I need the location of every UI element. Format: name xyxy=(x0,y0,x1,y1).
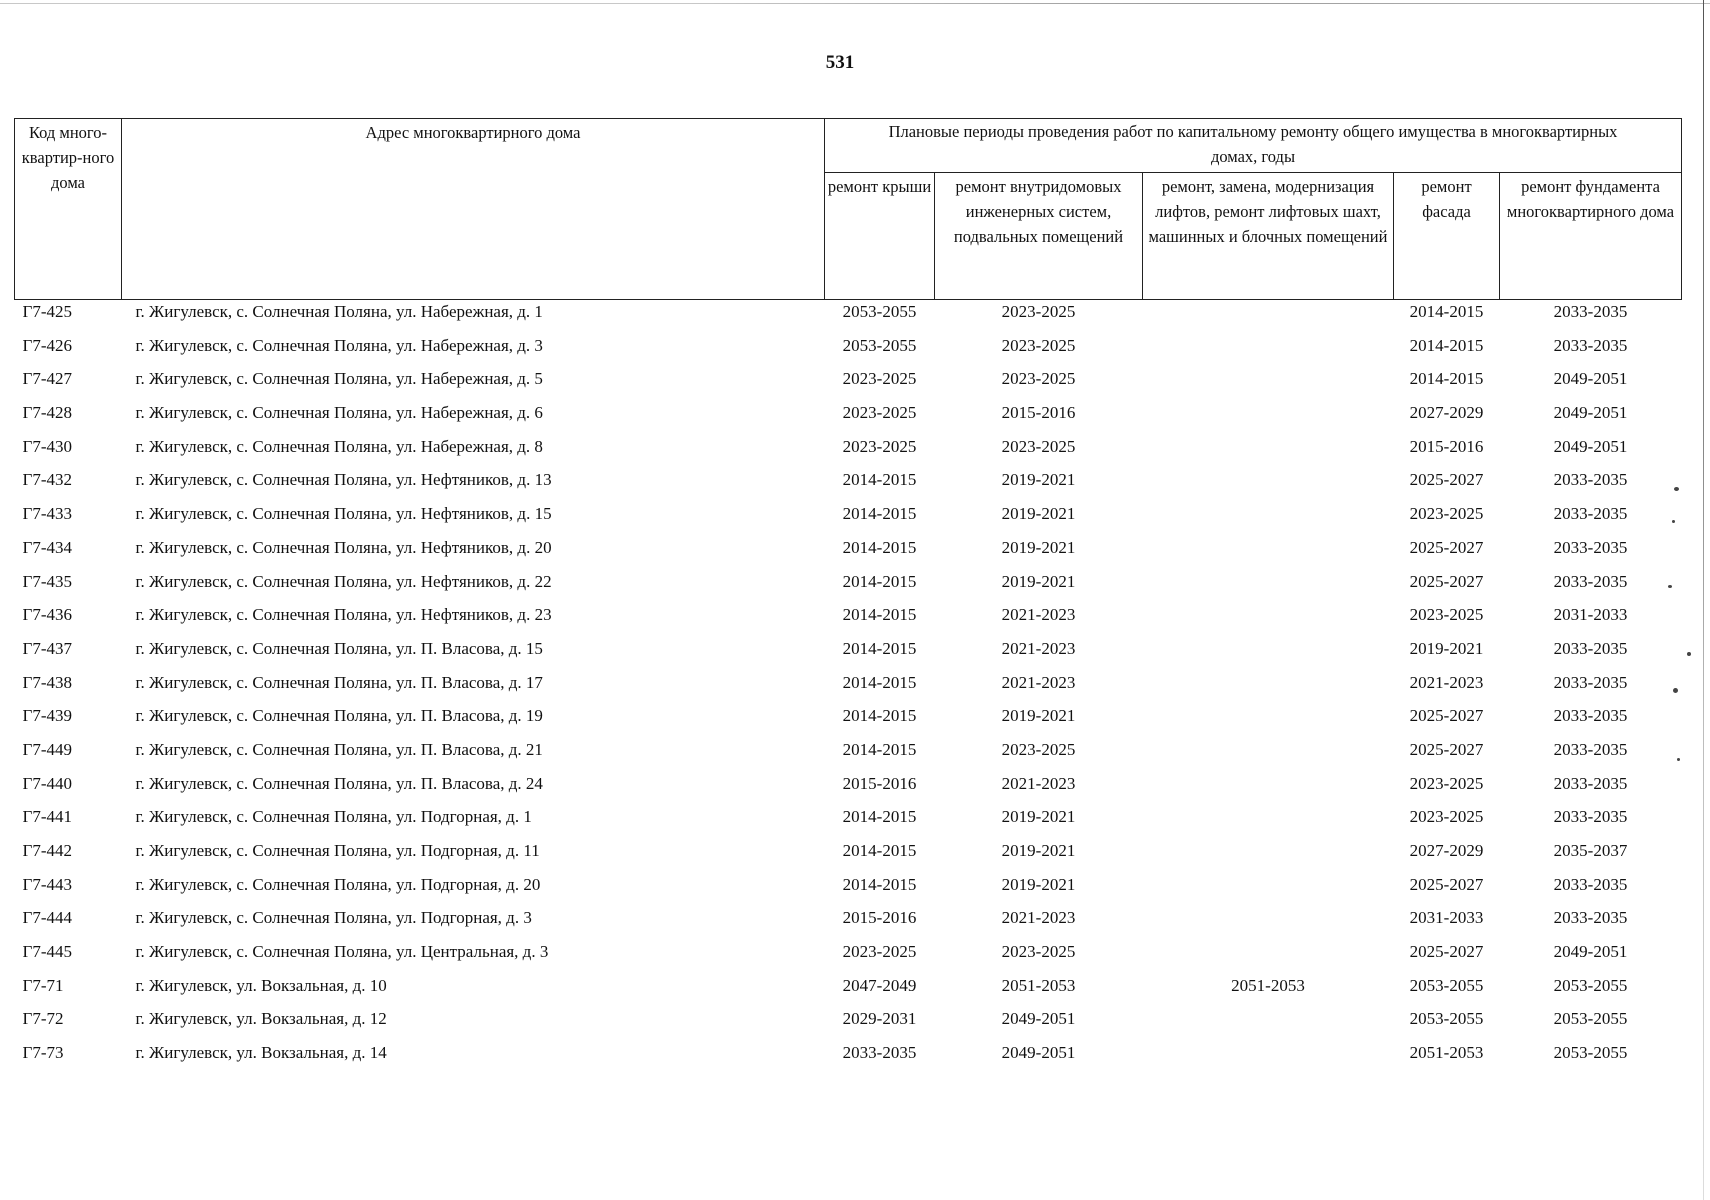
cell-address: г. Жигулевск, с. Солнечная Поляна, ул. Набережная, д. 1 xyxy=(135,302,543,321)
cell-address: г. Жигулевск, с. Солнечная Поляна, ул. Нефтяников, д. 22 xyxy=(135,571,552,591)
cell-roof: 2023-2025 xyxy=(842,436,917,456)
cell-foundation: 2033-2035 xyxy=(1553,807,1628,827)
cell-engineering: 2023-2025 xyxy=(1001,335,1076,355)
cell-facade: 2025-2027 xyxy=(1409,739,1484,759)
cell-elevators xyxy=(1143,906,1394,940)
cell-engineering: 2019-2021 xyxy=(1001,874,1076,894)
cell-address: г. Жигулевск, с. Солнечная Поляна, ул. П. Власова, д. 15 xyxy=(135,638,543,658)
cell-foundation: 2033-2035 xyxy=(1553,739,1628,759)
cell-address: г. Жигулевск, с. Солнечная Поляна, ул. Нефтяников, д. 20 xyxy=(135,537,552,557)
cell-foundation: 2033-2035 xyxy=(1553,706,1628,726)
cell-address: г. Жигулевск, с. Солнечная Поляна, ул. Набережная, д. 5 xyxy=(135,369,543,389)
cell-foundation: 2053-2055 xyxy=(1553,1009,1628,1029)
cell-roof: 2023-2025 xyxy=(842,369,917,389)
header-code: Код много-квартир-ного дома xyxy=(15,119,122,300)
cell-facade: 2014-2015 xyxy=(1409,369,1484,389)
cell-foundation: 2035-2037 xyxy=(1553,841,1628,860)
cell-roof: 2029-2031 xyxy=(842,1009,917,1029)
cell-roof: 2014-2015 xyxy=(842,739,917,759)
cell-engineering: 2051-2053 xyxy=(1001,975,1076,995)
cell-facade: 2019-2021 xyxy=(1409,638,1484,658)
table-row xyxy=(15,704,1682,738)
cell-address: г. Жигулевск, с. Солнечная Поляна, ул. Нефтяников, д. 13 xyxy=(135,470,552,490)
cell-code: Г7-436 xyxy=(22,605,72,625)
cell-facade: 2053-2055 xyxy=(1409,975,1484,995)
cell-elevators xyxy=(1143,805,1394,839)
cell-roof: 2014-2015 xyxy=(842,537,917,557)
cell-engineering: 2019-2021 xyxy=(1001,841,1076,860)
table-row xyxy=(15,772,1682,806)
cell-engineering: 2019-2021 xyxy=(1001,537,1076,557)
scan-speck xyxy=(1672,520,1675,523)
table-row xyxy=(15,906,1682,940)
cell-foundation: 2033-2035 xyxy=(1553,773,1628,793)
cell-elevators xyxy=(1143,300,1394,334)
cell-code: Г7-438 xyxy=(22,672,72,692)
header-engineering: ремонт внутридомовых инженерных систем, подвальных помещений xyxy=(935,173,1143,300)
cell-roof: 2053-2055 xyxy=(842,302,917,321)
cell-facade: 2025-2027 xyxy=(1409,537,1484,557)
cell-engineering: 2023-2025 xyxy=(1001,302,1076,321)
cell-address: г. Жигулевск, с. Солнечная Поляна, ул. Нефтяников, д. 23 xyxy=(135,605,552,625)
cell-facade: 2025-2027 xyxy=(1409,874,1484,894)
table-body xyxy=(15,300,1682,1075)
cell-engineering: 2021-2023 xyxy=(1001,638,1076,658)
scan-speck xyxy=(1673,688,1678,693)
cell-elevators xyxy=(1143,671,1394,705)
cell-roof: 2014-2015 xyxy=(842,638,917,658)
table-row xyxy=(15,738,1682,772)
table-row xyxy=(15,502,1682,536)
cell-code: Г7-427 xyxy=(22,369,72,389)
cell-address: г. Жигулевск, ул. Вокзальная, д. 12 xyxy=(135,1009,387,1029)
cell-engineering: 2021-2023 xyxy=(1001,908,1076,928)
cell-roof: 2053-2055 xyxy=(842,335,917,355)
cell-facade: 2051-2053 xyxy=(1409,1043,1484,1063)
table-row xyxy=(15,603,1682,637)
cell-facade: 2023-2025 xyxy=(1409,773,1484,793)
cell-roof: 2023-2025 xyxy=(842,403,917,423)
header-facade: ремонт фасада xyxy=(1394,173,1500,300)
cell-foundation: 2033-2035 xyxy=(1553,638,1628,658)
cell-facade: 2027-2029 xyxy=(1409,841,1484,860)
table-row xyxy=(15,1041,1682,1075)
cell-foundation: 2033-2035 xyxy=(1553,908,1628,928)
cell-code: Г7-437 xyxy=(22,638,72,658)
cell-foundation: 2033-2035 xyxy=(1553,302,1628,321)
cell-foundation: 2049-2051 xyxy=(1553,403,1628,423)
scan-speck xyxy=(1674,487,1679,491)
table-row xyxy=(15,401,1682,435)
cell-address: г. Жигулевск, с. Солнечная Поляна, ул. Подгорная, д. 3 xyxy=(135,908,532,928)
cell-code: Г7-435 xyxy=(22,571,72,591)
cell-code: Г7-434 xyxy=(22,537,72,557)
cell-code: Г7-428 xyxy=(22,403,72,423)
table-row xyxy=(15,1007,1682,1041)
table-row xyxy=(15,570,1682,604)
cell-foundation: 2053-2055 xyxy=(1553,975,1628,995)
cell-facade: 2014-2015 xyxy=(1409,335,1484,355)
cell-roof: 2014-2015 xyxy=(842,874,917,894)
cell-foundation: 2049-2051 xyxy=(1553,369,1628,389)
scan-edge-top xyxy=(0,3,1710,4)
cell-code: Г7-71 xyxy=(22,975,64,995)
cell-address: г. Жигулевск, ул. Вокзальная, д. 10 xyxy=(135,975,387,995)
cell-address: г. Жигулевск, с. Солнечная Поляна, ул. Центральная, д. 3 xyxy=(135,942,549,962)
cell-roof: 2033-2035 xyxy=(842,1043,917,1063)
cell-engineering: 2023-2025 xyxy=(1001,436,1076,456)
cell-facade: 2021-2023 xyxy=(1409,672,1484,692)
table-row xyxy=(15,367,1682,401)
table-row xyxy=(15,334,1682,368)
cell-code: Г7-439 xyxy=(22,706,72,726)
header-address: Адрес многоквартирного дома xyxy=(122,119,825,300)
cell-foundation: 2033-2035 xyxy=(1553,470,1628,490)
cell-code: Г7-432 xyxy=(22,470,72,490)
cell-code: Г7-440 xyxy=(22,773,72,793)
cell-engineering: 2023-2025 xyxy=(1001,369,1076,389)
cell-roof: 2014-2015 xyxy=(842,841,917,860)
table-row xyxy=(15,300,1682,334)
cell-code: Г7-444 xyxy=(22,908,72,928)
scan-speck xyxy=(1677,758,1680,761)
cell-roof: 2014-2015 xyxy=(842,807,917,827)
cell-roof: 2014-2015 xyxy=(842,605,917,625)
cell-elevators xyxy=(1143,839,1394,873)
header-roof: ремонт крыши xyxy=(825,173,935,300)
cell-foundation: 2033-2035 xyxy=(1553,504,1628,524)
cell-engineering: 2049-2051 xyxy=(1001,1043,1076,1063)
cell-foundation: 2033-2035 xyxy=(1553,672,1628,692)
cell-engineering: 2021-2023 xyxy=(1001,773,1076,793)
repair-schedule-table xyxy=(14,118,1682,1075)
cell-foundation: 2031-2033 xyxy=(1553,605,1628,625)
cell-engineering: 2023-2025 xyxy=(1001,739,1076,759)
cell-address: г. Жигулевск, с. Солнечная Поляна, ул. П. Власова, д. 19 xyxy=(135,706,543,726)
cell-facade: 2025-2027 xyxy=(1409,942,1484,962)
cell-address: г. Жигулевск, с. Солнечная Поляна, ул. Подгорная, д. 20 xyxy=(135,874,541,894)
cell-foundation: 2033-2035 xyxy=(1553,537,1628,557)
cell-code: Г7-449 xyxy=(22,739,72,759)
cell-elevators xyxy=(1143,435,1394,469)
cell-engineering: 2019-2021 xyxy=(1001,706,1076,726)
table-row xyxy=(15,873,1682,907)
cell-facade: 2025-2027 xyxy=(1409,470,1484,490)
cell-engineering: 2019-2021 xyxy=(1001,470,1076,490)
cell-facade: 2025-2027 xyxy=(1409,706,1484,726)
cell-elevators xyxy=(1143,873,1394,907)
cell-elevators xyxy=(1143,570,1394,604)
cell-address: г. Жигулевск, ул. Вокзальная, д. 14 xyxy=(135,1043,387,1063)
page-number: 531 xyxy=(825,52,855,73)
table-row xyxy=(15,468,1682,502)
cell-engineering: 2019-2021 xyxy=(1001,807,1076,827)
cell-roof: 2014-2015 xyxy=(842,571,917,591)
table-row xyxy=(15,839,1682,873)
cell-code: Г7-441 xyxy=(22,807,72,827)
cell-elevators xyxy=(1143,401,1394,435)
cell-elevators xyxy=(1143,704,1394,738)
cell-code: Г7-442 xyxy=(22,841,72,860)
cell-engineering: 2019-2021 xyxy=(1001,571,1076,591)
cell-facade: 2023-2025 xyxy=(1409,605,1484,625)
cell-code: Г7-73 xyxy=(22,1043,64,1063)
cell-engineering: 2019-2021 xyxy=(1001,504,1076,524)
cell-code: Г7-426 xyxy=(22,335,72,355)
cell-engineering: 2015-2016 xyxy=(1001,403,1076,423)
cell-code: Г7-443 xyxy=(22,874,72,894)
cell-roof: 2014-2015 xyxy=(842,504,917,524)
cell-code: Г7-445 xyxy=(22,942,72,962)
cell-code: Г7-425 xyxy=(22,302,72,321)
table-row xyxy=(15,637,1682,671)
scan-speck xyxy=(1668,585,1672,588)
cell-roof: 2014-2015 xyxy=(842,672,917,692)
cell-code: Г7-430 xyxy=(22,436,72,456)
cell-code: Г7-72 xyxy=(22,1009,64,1029)
cell-facade: 2023-2025 xyxy=(1409,807,1484,827)
table-row xyxy=(15,940,1682,974)
cell-engineering: 2021-2023 xyxy=(1001,605,1076,625)
cell-elevators xyxy=(1143,367,1394,401)
cell-address: г. Жигулевск, с. Солнечная Поляна, ул. Нефтяников, д. 15 xyxy=(135,504,552,524)
cell-elevators xyxy=(1143,637,1394,671)
cell-foundation: 2033-2035 xyxy=(1553,335,1628,355)
cell-address: г. Жигулевск, с. Солнечная Поляна, ул. П. Власова, д. 17 xyxy=(135,672,543,692)
cell-address: г. Жигулевск, с. Солнечная Поляна, ул. П. Власова, д. 21 xyxy=(135,739,543,759)
header-foundation: ремонт фундамента многоквартирного дома xyxy=(1500,173,1682,300)
cell-elevators xyxy=(1143,1041,1394,1075)
cell-facade: 2053-2055 xyxy=(1409,1009,1484,1029)
cell-roof: 2047-2049 xyxy=(842,975,917,995)
cell-engineering: 2023-2025 xyxy=(1001,942,1076,962)
cell-elevators xyxy=(1143,536,1394,570)
table-row xyxy=(15,805,1682,839)
table-row xyxy=(15,435,1682,469)
cell-code: Г7-433 xyxy=(22,504,72,524)
cell-elevators xyxy=(1143,502,1394,536)
table-row xyxy=(15,974,1682,1008)
cell-foundation: 2053-2055 xyxy=(1553,1043,1628,1063)
cell-roof: 2023-2025 xyxy=(842,942,917,962)
header-elevators: ремонт, замена, модернизация лифтов, ремонт лифтовых шахт, машинных и блочных помещений xyxy=(1143,173,1394,300)
cell-elevators xyxy=(1143,940,1394,974)
cell-foundation: 2049-2051 xyxy=(1553,436,1628,456)
cell-elevators xyxy=(1143,1007,1394,1041)
cell-roof: 2015-2016 xyxy=(842,908,917,928)
scan-edge-right xyxy=(1703,0,1704,1200)
cell-foundation: 2033-2035 xyxy=(1553,571,1628,591)
cell-facade: 2027-2029 xyxy=(1409,403,1484,423)
cell-address: г. Жигулевск, с. Солнечная Поляна, ул. Набережная, д. 6 xyxy=(135,403,543,423)
cell-elevators xyxy=(1143,603,1394,637)
cell-facade: 2023-2025 xyxy=(1409,504,1484,524)
cell-engineering: 2021-2023 xyxy=(1001,672,1076,692)
header-periods-group: Плановые периоды проведения работ по капитальному ремонту общего имущества в многоквартирных домах, годы xyxy=(825,119,1682,173)
cell-facade: 2014-2015 xyxy=(1409,302,1484,321)
cell-elevators xyxy=(1143,334,1394,368)
cell-elevators: 2051-2053 xyxy=(1231,975,1305,995)
cell-address: г. Жигулевск, с. Солнечная Поляна, ул. Набережная, д. 8 xyxy=(135,436,543,456)
cell-engineering: 2049-2051 xyxy=(1001,1009,1076,1029)
scan-speck xyxy=(1687,652,1691,656)
cell-address: г. Жигулевск, с. Солнечная Поляна, ул. Подгорная, д. 11 xyxy=(135,841,540,860)
table-row xyxy=(15,671,1682,705)
cell-elevators xyxy=(1143,468,1394,502)
cell-roof: 2014-2015 xyxy=(842,470,917,490)
cell-facade: 2031-2033 xyxy=(1409,908,1484,928)
cell-foundation: 2049-2051 xyxy=(1553,942,1628,962)
cell-facade: 2025-2027 xyxy=(1409,571,1484,591)
cell-address: г. Жигулевск, с. Солнечная Поляна, ул. П. Власова, д. 24 xyxy=(135,773,543,793)
cell-elevators xyxy=(1143,772,1394,806)
cell-address: г. Жигулевск, с. Солнечная Поляна, ул. Набережная, д. 3 xyxy=(135,335,543,355)
cell-facade: 2015-2016 xyxy=(1409,436,1484,456)
cell-roof: 2014-2015 xyxy=(842,706,917,726)
cell-elevators xyxy=(1143,738,1394,772)
cell-foundation: 2033-2035 xyxy=(1553,874,1628,894)
cell-address: г. Жигулевск, с. Солнечная Поляна, ул. Подгорная, д. 1 xyxy=(135,807,532,827)
cell-roof: 2015-2016 xyxy=(842,773,917,793)
table-row xyxy=(15,536,1682,570)
